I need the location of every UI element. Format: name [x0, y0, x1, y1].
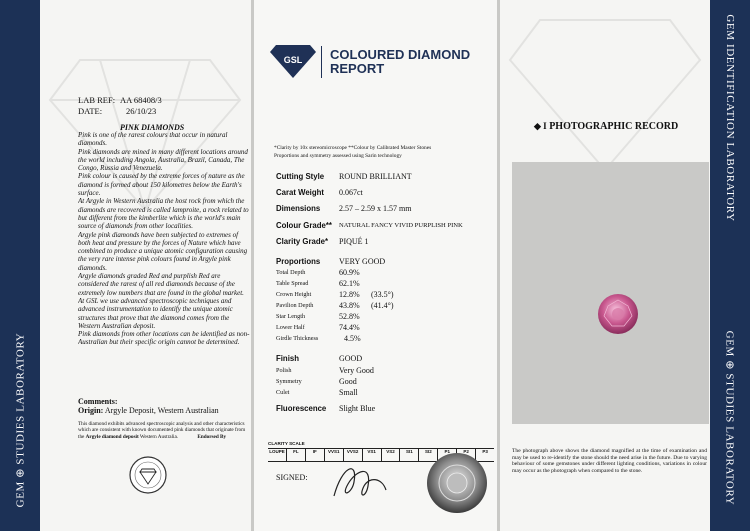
proportion-angle: (33.5°): [371, 290, 394, 299]
endorsement-seal-icon: [128, 455, 168, 495]
clarity-scale-cell: IF: [305, 449, 324, 461]
clarity-scale-cell: SI1: [399, 449, 418, 461]
diamond-photo-icon: [596, 292, 640, 336]
spec-label: Carat Weight: [276, 188, 324, 197]
photo-title-row: [534, 121, 678, 132]
spec-value: 2.57 – 2.59 x 1.57 mm: [339, 204, 412, 213]
finish-label: Finish: [276, 354, 299, 363]
proportion-value: 74.4%: [339, 323, 360, 332]
proportion-value: 12.8%: [339, 290, 360, 299]
paragraph: Pink diamonds from other locations can be identified as non-Australian but their specific origin cannot be determined.: [78, 330, 250, 347]
photo-title: PHOTOGRAPHIC RECORD: [549, 121, 679, 132]
endorsed-by: Endorsed By: [197, 433, 227, 440]
lab-ref-value: AA 68408/3: [120, 95, 162, 105]
right-spine: [710, 0, 750, 531]
proportion-value: 60.9%: [339, 268, 360, 277]
report-title-line2: REPORT: [330, 61, 385, 76]
right-spine-label-bottom: GEM ⊕ STUDIES LABORATORY: [723, 330, 736, 506]
origin-line: [78, 406, 219, 415]
spec-value: 0.067ct: [339, 188, 363, 197]
proportion-label: Crown Height: [276, 291, 312, 298]
photo-frame: [512, 162, 709, 424]
spec-value: ROUND BRILLIANT: [339, 172, 412, 181]
clarity-scale-cell: FL: [286, 449, 305, 461]
proportion-label: Girdle Thickness: [276, 335, 319, 342]
proportion-label: Lower Half: [276, 324, 305, 331]
endnote-bold: Argyle diamond deposit: [85, 433, 139, 440]
section-title: PINK DIAMONDS: [120, 123, 185, 132]
spec-label: Dimensions: [276, 204, 321, 213]
spec-value: NATURAL FANCY VIVID PURPLISH PINK: [339, 222, 463, 229]
proportion-label: Pavilion Depth: [276, 302, 314, 309]
pink-diamonds-text: [78, 131, 252, 388]
finish-row-value: Small: [339, 388, 358, 397]
date-value: 26/10/23: [126, 106, 157, 116]
clarity-scale-label: CLARITY SCALE: [268, 441, 305, 446]
left-spine: [0, 0, 40, 531]
paragraph: At Argyle in Western Australia the host rock from which the diamonds are recovered is called lamproite, a rock related to but different from the kimberlite which is the world's main source of diamonds from other localities.: [78, 197, 249, 231]
finish-row-label: Polish: [276, 367, 292, 374]
clarity-scale-cell: P3: [475, 449, 494, 461]
left-spine-label: GEM ⊕ STUDIES LABORATORY: [14, 332, 27, 508]
spec-label: Colour Grade**: [276, 221, 332, 230]
comments-label: Comments:: [78, 397, 118, 406]
gsl-logo-icon: [268, 42, 318, 80]
spec-value: PIQUÉ 1: [339, 237, 369, 246]
paragraph: Pink colour is caused by the extreme forces of nature as the diamond is formed about 150 kilometres below the Earth's surface.: [78, 172, 245, 198]
spec-note-1: *Clarity by 10x stereomicroscope **Colour by Calibrated Master Stones: [274, 145, 432, 151]
clarity-scale-cell: VS1: [362, 449, 381, 461]
proportion-value: 4.5%: [344, 334, 361, 343]
endnote-text: This diamond exhibits advanced spectroscopic analysis and other characteristics which are consistent with known documented pink diamonds that originate from the: [78, 421, 246, 440]
endnote: [78, 421, 248, 440]
clarity-scale-cell: VVS2: [343, 449, 362, 461]
finish-value: GOOD: [339, 354, 363, 363]
clarity-scale-cell: VVS1: [324, 449, 343, 461]
finish-row-value: Very Good: [339, 366, 374, 375]
finish-row-value: Good: [339, 377, 357, 386]
spec-label: Cutting Style: [276, 172, 325, 181]
endnote-tail: Western Australia.: [139, 433, 179, 440]
diamond-bullet-icon: ◆ I: [534, 121, 547, 131]
paragraph: Pink is one of the rarest colours that occur in natural diamonds.: [78, 131, 228, 148]
proportion-value: 62.1%: [339, 279, 360, 288]
hologram-seal-icon: [426, 452, 488, 514]
right-spine-label-top: GEM IDENTIFICATION LABORATORY: [724, 14, 736, 222]
paragraph: Argyle pink diamonds have been subjected to extremes of both heat and pressure by the forces of Nature which have combined to produce a unique atomic configuration causing the very rare intense pink colours found in Argyle pink diamonds.: [78, 230, 248, 272]
lab-ref-label: LAB REF:: [78, 95, 116, 105]
proportions-label: Proportions: [276, 257, 321, 266]
clarity-scale-cell: P2: [456, 449, 475, 461]
origin-label: Origin:: [78, 406, 104, 415]
proportion-angle: (41.4°): [371, 301, 394, 310]
spec-note-2: Proportions and symmetry assessed using Sarin technology: [274, 153, 402, 159]
paragraph: Argyle diamonds graded Red and purplish Red are considered the rarest of all red diamonds because of the extremely low numbers that are found in the global market.: [78, 272, 244, 297]
proportions-value: VERY GOOD: [339, 257, 386, 266]
date-label: DATE:: [78, 106, 103, 116]
gsl-logo-text: GSL: [283, 55, 303, 65]
origin-value: Argyle Deposit, Western Australian: [104, 406, 219, 415]
proportion-label: Total Depth: [276, 269, 306, 276]
paragraph: At GSL we use advanced spectroscopic techniques and advanced instrumentation to identify the unique atomic structures that prove that the diamond comes from the Western Australian deposit.: [78, 296, 233, 330]
proportion-value: 52.8%: [339, 312, 360, 321]
photo-caption: The photograph above shows the diamond magnified at the time of examination and may be used to re-identify the stone should the need arise in the future. Due to varying behaviour of some gemstones under different lighting conditions, variations in colour may occur as the photograph when compared to the stone.: [512, 448, 707, 474]
lab-info: [78, 95, 162, 117]
fluorescence-label: Fluorescence: [276, 404, 327, 413]
signature-icon: [328, 456, 390, 504]
logo-divider: [321, 46, 322, 78]
clarity-scale-cell: P1: [437, 449, 456, 461]
paragraph: Pink diamonds are mined in many different locations around the world including Angola, Australia, Brazil, Canada, The Congo, Russia and Venezuela.: [78, 147, 248, 173]
spec-label: Clarity Grade*: [276, 237, 329, 246]
proportion-value: 43.8%: [339, 301, 360, 310]
fluorescence-value: Slight Blue: [339, 404, 376, 413]
finish-row-label: Culet: [276, 389, 290, 396]
proportion-label: Star Length: [276, 313, 306, 320]
signed-label: SIGNED:: [276, 473, 308, 482]
clarity-scale-cell: SI2: [418, 449, 437, 461]
clarity-scale-cell: VS2: [381, 449, 400, 461]
clarity-scale-cell: LOUPE: [269, 449, 285, 454]
spec-notes: [274, 144, 494, 160]
report-title-line1: COLOURED DIAMOND: [330, 47, 471, 62]
finish-row-label: Symmetry: [276, 378, 302, 385]
report-title: [330, 48, 470, 76]
proportion-label: Table Spread: [276, 280, 309, 287]
